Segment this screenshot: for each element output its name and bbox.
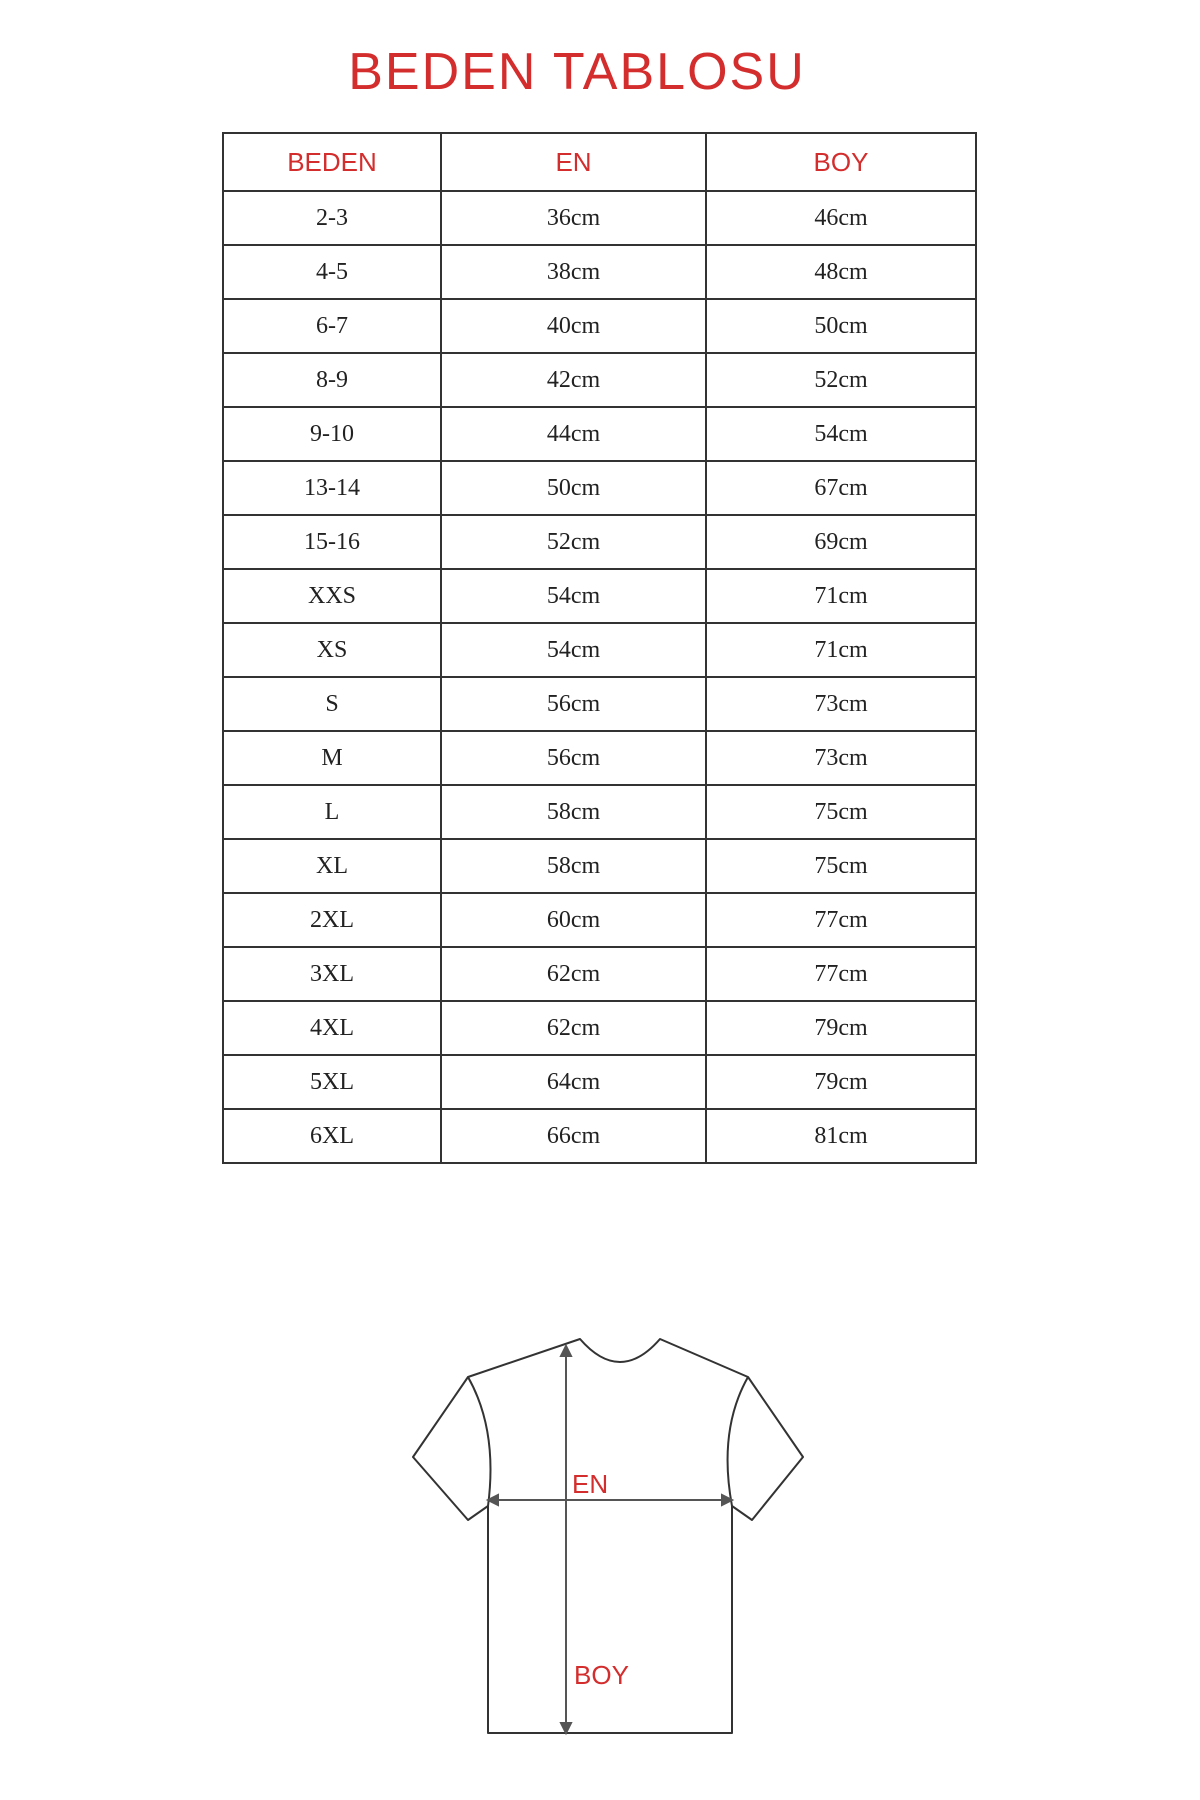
boy-arrow-bottom xyxy=(561,1723,571,1733)
cell-boy: 52cm xyxy=(706,353,976,407)
table-row xyxy=(223,1109,976,1163)
tshirt-measurement-diagram xyxy=(400,1330,860,1750)
column-header-beden: BEDEN xyxy=(223,133,441,191)
column-header-boy: BOY xyxy=(706,133,976,191)
cell-beden: XS xyxy=(223,623,441,677)
boy-label: BOY xyxy=(574,1660,629,1690)
cell-en: 44cm xyxy=(441,407,706,461)
cell-en: 58cm xyxy=(441,785,706,839)
size-chart-table xyxy=(222,132,977,1164)
table-row xyxy=(223,785,976,839)
cell-en: 56cm xyxy=(441,677,706,731)
cell-beden: 6XL xyxy=(223,1109,441,1163)
table-row xyxy=(223,731,976,785)
cell-beden: 6-7 xyxy=(223,299,441,353)
cell-en: 60cm xyxy=(441,893,706,947)
cell-beden: 3XL xyxy=(223,947,441,1001)
table-row xyxy=(223,299,976,353)
cell-en: 42cm xyxy=(441,353,706,407)
cell-beden: 4XL xyxy=(223,1001,441,1055)
cell-en: 54cm xyxy=(441,569,706,623)
column-header-en: EN xyxy=(441,133,706,191)
table-body xyxy=(223,191,976,1163)
cell-en: 62cm xyxy=(441,947,706,1001)
cell-boy: 54cm xyxy=(706,407,976,461)
cell-boy: 75cm xyxy=(706,839,976,893)
left-sleeve-seam xyxy=(468,1377,491,1506)
cell-beden: M xyxy=(223,731,441,785)
cell-boy: 73cm xyxy=(706,731,976,785)
cell-boy: 71cm xyxy=(706,623,976,677)
cell-en: 36cm xyxy=(441,191,706,245)
boy-arrow-top xyxy=(561,1346,571,1356)
cell-en: 62cm xyxy=(441,1001,706,1055)
table-row xyxy=(223,353,976,407)
cell-en: 66cm xyxy=(441,1109,706,1163)
cell-beden: 2-3 xyxy=(223,191,441,245)
table-row xyxy=(223,191,976,245)
cell-beden: 4-5 xyxy=(223,245,441,299)
tshirt-illustration xyxy=(400,1330,860,1750)
cell-beden: L xyxy=(223,785,441,839)
cell-beden: S xyxy=(223,677,441,731)
table-row xyxy=(223,623,976,677)
cell-beden: XL xyxy=(223,839,441,893)
cell-boy: 79cm xyxy=(706,1055,976,1109)
cell-boy: 77cm xyxy=(706,947,976,1001)
cell-boy: 79cm xyxy=(706,1001,976,1055)
page-title: BEDEN TABLOSU xyxy=(348,43,806,101)
cell-beden: 13-14 xyxy=(223,461,441,515)
right-sleeve-seam xyxy=(728,1377,748,1506)
table-row xyxy=(223,893,976,947)
cell-boy: 46cm xyxy=(706,191,976,245)
table-row xyxy=(223,515,976,569)
cell-beden: XXS xyxy=(223,569,441,623)
table-row xyxy=(223,245,976,299)
cell-boy: 73cm xyxy=(706,677,976,731)
cell-boy: 75cm xyxy=(706,785,976,839)
cell-en: 56cm xyxy=(441,731,706,785)
cell-beden: 9-10 xyxy=(223,407,441,461)
cell-en: 50cm xyxy=(441,461,706,515)
cell-boy: 67cm xyxy=(706,461,976,515)
cell-en: 52cm xyxy=(441,515,706,569)
cell-boy: 69cm xyxy=(706,515,976,569)
cell-beden: 15-16 xyxy=(223,515,441,569)
cell-boy: 48cm xyxy=(706,245,976,299)
cell-en: 58cm xyxy=(441,839,706,893)
cell-beden: 5XL xyxy=(223,1055,441,1109)
table-header-row xyxy=(223,133,976,191)
table-row xyxy=(223,677,976,731)
cell-en: 40cm xyxy=(441,299,706,353)
en-label: EN xyxy=(572,1469,609,1499)
table-row xyxy=(223,461,976,515)
cell-boy: 81cm xyxy=(706,1109,976,1163)
cell-en: 64cm xyxy=(441,1055,706,1109)
table-row xyxy=(223,947,976,1001)
table-row xyxy=(223,407,976,461)
cell-en: 54cm xyxy=(441,623,706,677)
table-row xyxy=(223,569,976,623)
cell-boy: 77cm xyxy=(706,893,976,947)
table-row xyxy=(223,1001,976,1055)
cell-boy: 71cm xyxy=(706,569,976,623)
cell-boy: 50cm xyxy=(706,299,976,353)
table-row xyxy=(223,839,976,893)
cell-beden: 2XL xyxy=(223,893,441,947)
table-row xyxy=(223,1055,976,1109)
cell-en: 38cm xyxy=(441,245,706,299)
cell-beden: 8-9 xyxy=(223,353,441,407)
